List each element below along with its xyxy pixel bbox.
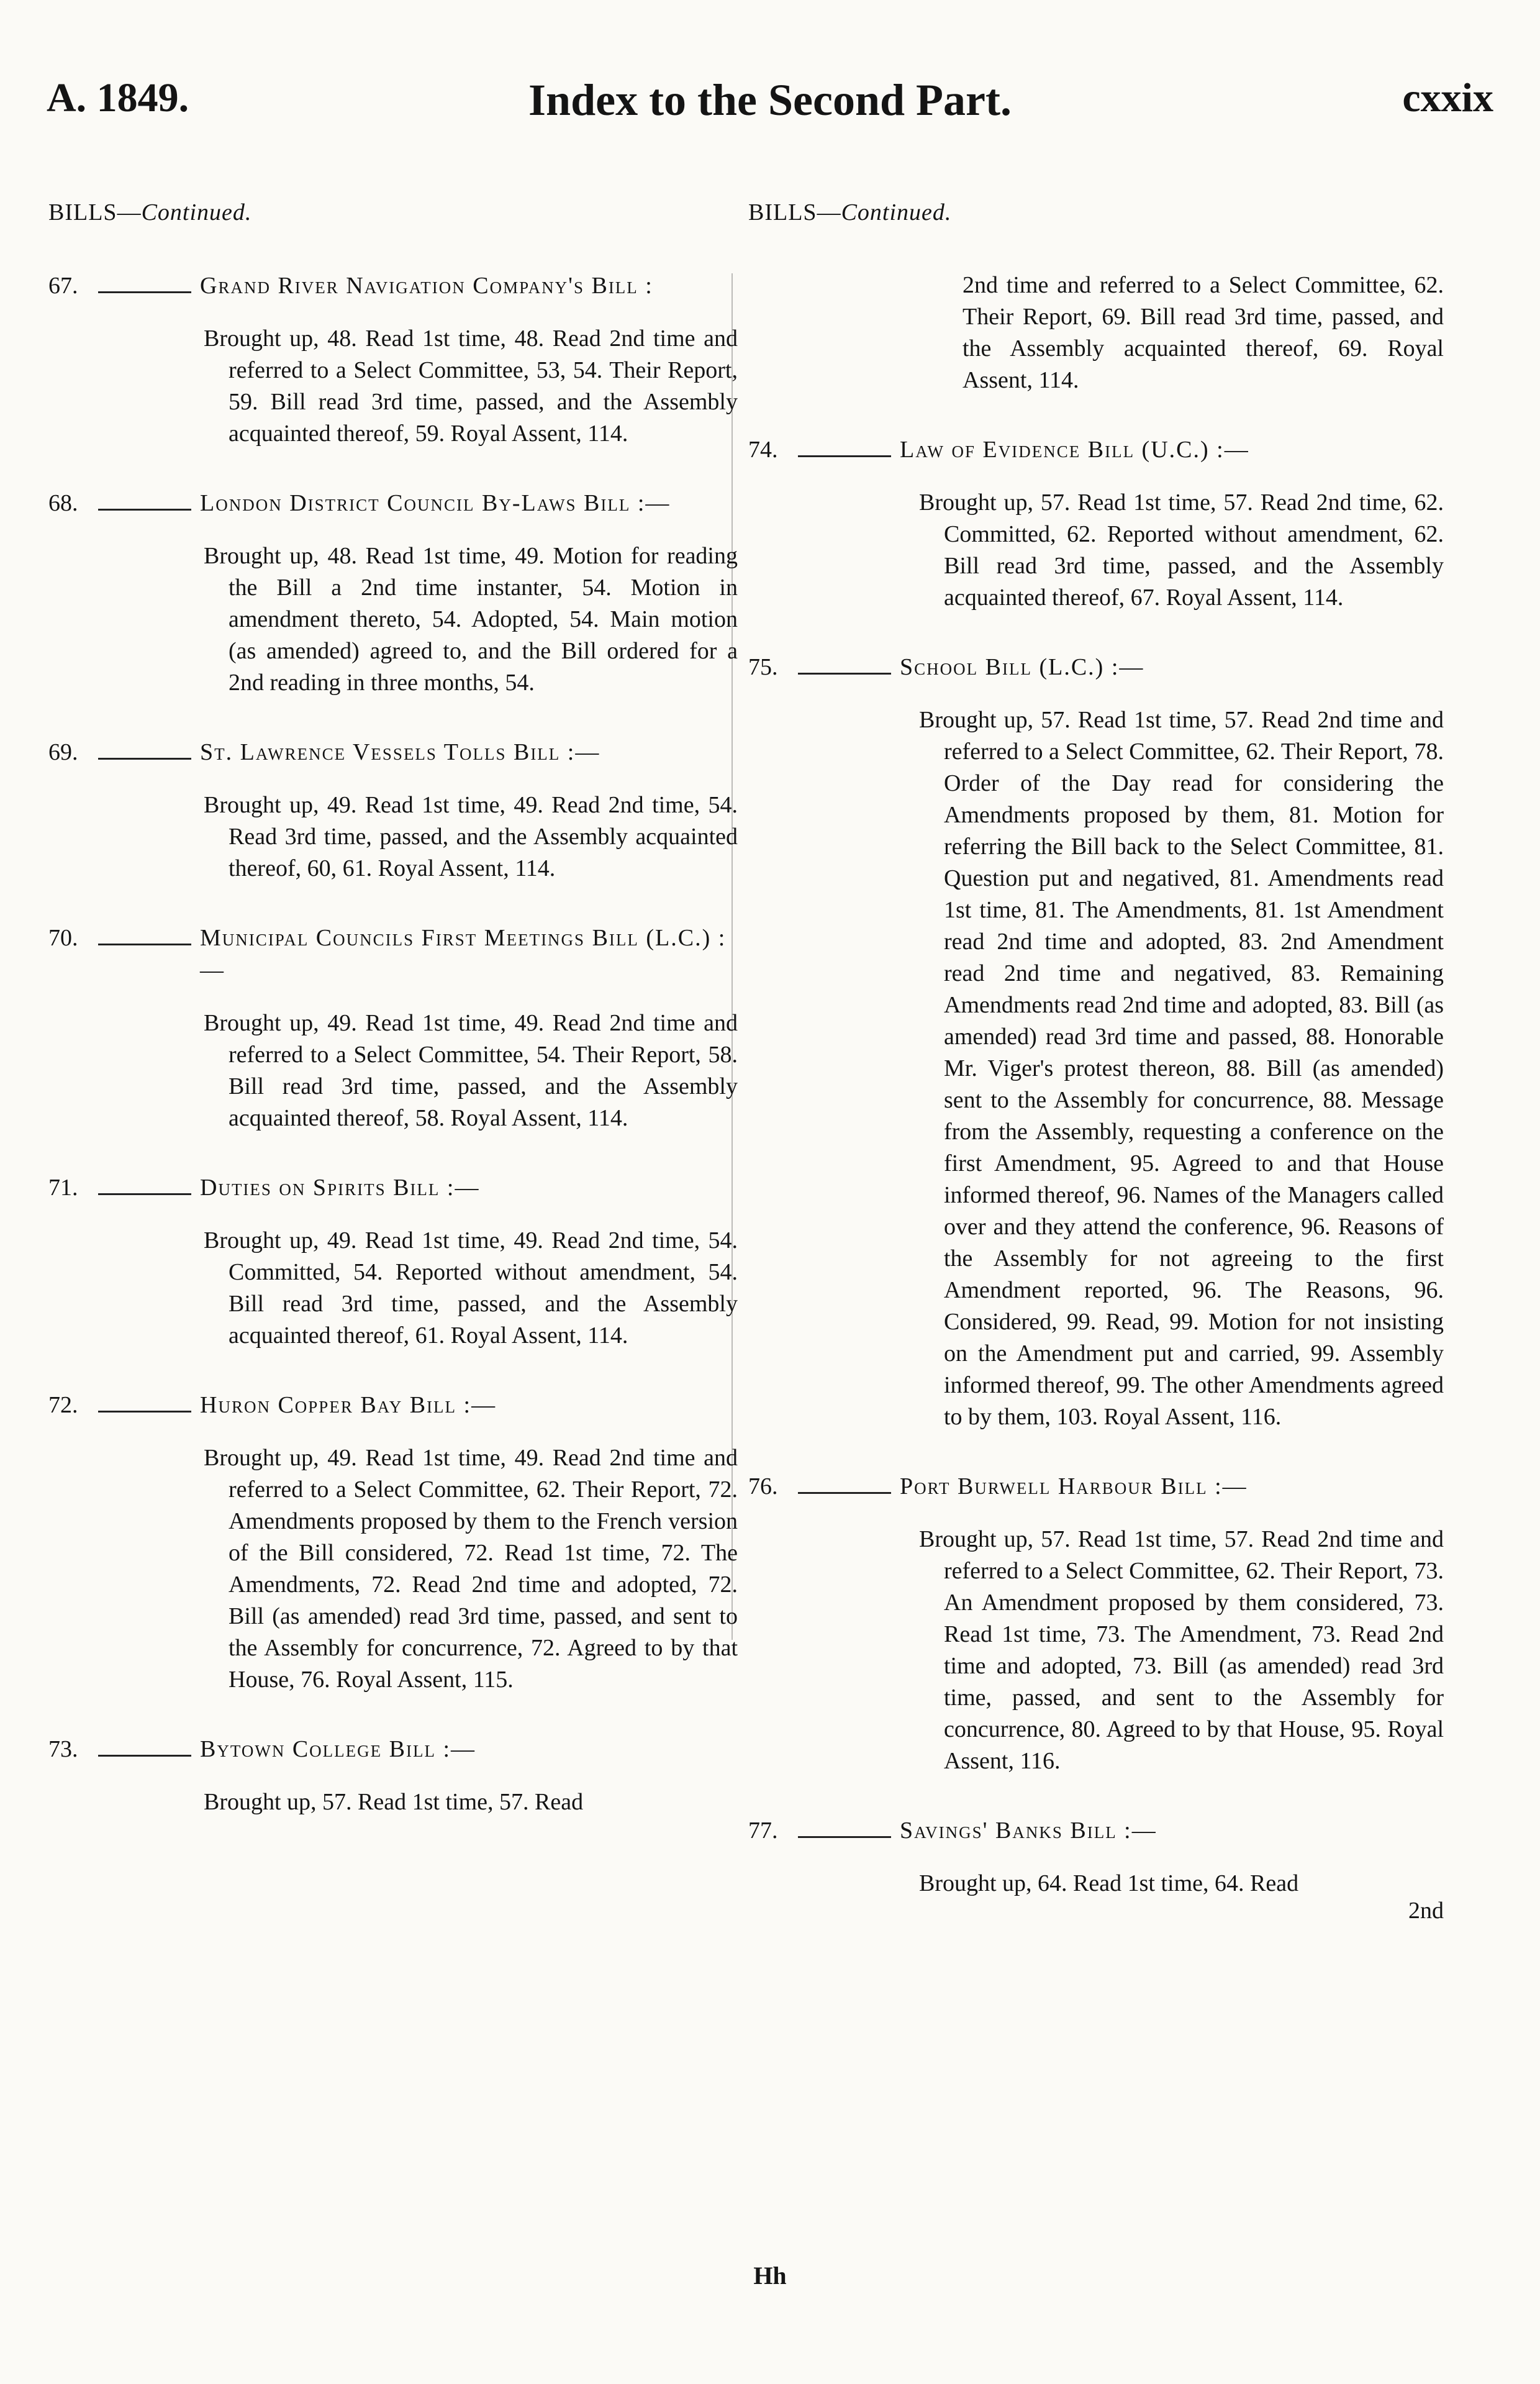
bill-title: St. Lawrence Vessels Tolls Bill :—: [200, 739, 600, 765]
bill-entry-heading: [48, 1172, 738, 1204]
bill-entry: [48, 1733, 738, 1818]
continued-heading: BILLS—Continued.: [48, 199, 252, 225]
bill-number: 73.: [48, 1736, 78, 1762]
bill-entry-heading: [48, 487, 738, 519]
session-year: A. 1849.: [47, 75, 189, 121]
signature-mark: Hh: [753, 2262, 787, 2290]
leader-dash: [98, 758, 191, 760]
leader-dash: [98, 1193, 191, 1195]
bill-entry: [48, 736, 738, 885]
leader-dash: [98, 1755, 191, 1757]
bill-proceedings: Brought up, 64. Read 1st time, 64. Read: [919, 1870, 1299, 1896]
bill-entry-heading: [48, 922, 738, 986]
bill-entry-heading: [748, 1814, 1444, 1847]
bill-title: Grand River Navigation Company's Bill :: [200, 273, 653, 299]
bill-proceedings: Brought up, 48. Read 1st time, 48. Read 2nd time and referred to a Select Committee, 53, 54. Their Report, 59. Bill read 3rd time, passed, and the Assembly acquainted thereof, 59. Royal Assent, 114.: [204, 325, 738, 447]
bill-number: 77.: [748, 1818, 778, 1844]
bill-number: 76.: [748, 1473, 778, 1499]
continued-suffix: Continued.: [141, 199, 252, 225]
page-header: [47, 75, 1493, 143]
bill-number: 68.: [48, 490, 78, 516]
leader-dash: [98, 944, 191, 945]
bill-proceedings: Brought up, 57. Read 1st time, 57. Read: [204, 1789, 584, 1815]
bill-title: Huron Copper Bay Bill :—: [200, 1392, 497, 1418]
bill-number: 69.: [48, 739, 78, 765]
page-number: cxxix: [1402, 75, 1493, 121]
bill-entry: [48, 487, 738, 699]
bill-number: 67.: [48, 273, 78, 299]
bill-title: Bytown College Bill :—: [200, 1736, 476, 1762]
bill-entry-heading: [748, 434, 1444, 466]
bill-entry: [48, 1389, 738, 1696]
continued-suffix: Continued.: [841, 199, 952, 225]
left-entries: [48, 270, 738, 1818]
bill-proceedings: Brought up, 49. Read 1st time, 49. Read 2nd time, 54. Read 3rd time, passed, and the Assembly acquainted thereof, 60, 61. Royal Assent, 114.: [204, 792, 738, 881]
bill-entry-heading: [748, 651, 1444, 683]
bill-title: School Bill (L.C.) :—: [900, 654, 1144, 680]
leader-dash: [98, 509, 191, 511]
leader-dash: [98, 291, 191, 293]
bill-entry: [48, 1172, 738, 1352]
bill-entry-heading: [48, 1389, 738, 1421]
bill-proceedings: Brought up, 57. Read 1st time, 57. Read 2nd time and referred to a Select Committee, 62. Their Report, 73. An Amendment proposed by them considered, 73. Read 1st time, 73. The Amendment, 73. Read 2nd time and adopted, 73. Bill (as amended) read 3rd time, passed, and sent to the Assembly for concurrence, 80. Agreed to by that House, 95. Royal Assent, 116.: [919, 1526, 1444, 1774]
left-column: [48, 199, 738, 1855]
bill-title: Port Burwell Harbour Bill :—: [900, 1473, 1248, 1499]
bill-entry-heading: [48, 1733, 738, 1765]
leader-dash: [798, 455, 891, 457]
continued-heading: BILLS—Continued.: [748, 199, 952, 225]
right-entries: [748, 434, 1444, 1924]
bill-entry-heading: [48, 736, 738, 768]
bill-entry: [748, 1814, 1444, 1924]
bill-title: Savings' Banks Bill :—: [900, 1818, 1157, 1844]
bill-number: 71.: [48, 1175, 78, 1201]
leader-dash: [98, 1411, 191, 1413]
bill-number: 75.: [748, 654, 778, 680]
bill-title: London District Council By-Laws Bill :—: [200, 490, 671, 516]
leader-dash: [798, 1836, 891, 1838]
right-column: [748, 199, 1444, 1962]
bill-entry: [48, 922, 738, 1134]
bill-entry: [748, 651, 1444, 1433]
bill-entry: [748, 1470, 1444, 1777]
leader-dash: [798, 673, 891, 675]
bill-title: Law of Evidence Bill (U.C.) :—: [900, 437, 1249, 463]
bill-entry-heading: [48, 270, 738, 302]
bill-title: Municipal Councils First Meetings Bill (L.C.) :—: [200, 925, 727, 983]
bill-title: Duties on Spirits Bill :—: [200, 1175, 480, 1201]
bill-proceedings: Brought up, 48. Read 1st time, 49. Motion for reading the Bill a 2nd time instanter, 54. Motion in amendment thereto, 54. Adopted, 54. Main motion (as amended) agreed to, and the Bill ordered for a 2nd reading in three months, 54.: [204, 543, 738, 696]
bill-proceedings: Brought up, 57. Read 1st time, 57. Read 2nd time and referred to a Select Committee, 62. Their Report, 78. Order of the Day read for considering the Amendments proposed by them, 81. Motion for referring the Bill back to the Select Committee, 81. Question put and negatived, 81. Amendments read 1st time, 81. The Amendments, 81. 1st Amendment read 2nd time and adopted, 83. 2nd Amendment read 2nd time and negatived, 83. Remaining Amendments read 2nd time and adopted, 83. Bill (as amended) read 3rd time and passed, 88. Honorable Mr. Viger's protest thereon, 88. Bill (as amended) sent to the Assembly for concurrence, 88. Message from the Assembly, requesting a conference on the first Amendment, 95. Agreed to and that House informed thereof, 96. Names of the Managers called over and they attend the conference, 96. Reasons of the Assembly for not agreeing to the first Amendment reported, 96. The Reasons, 96. Considered, 99. Read, 99. Motion for not insisting on the Amendment put and carried, 99. Assembly informed thereof, 99. The other Amendments agreed to by them, 103. Royal Assent, 116.: [919, 707, 1444, 1430]
catchword: 2nd: [1408, 1898, 1444, 1924]
bill-proceedings: Brought up, 57. Read 1st time, 57. Read 2nd time, 62. Committed, 62. Reported without amendment, 62. Bill read 3rd time, passed, and the Assembly acquainted thereof, 67. Royal Assent, 114.: [919, 489, 1444, 611]
continued-entry-text: 2nd time and referred to a Select Committee, 62. Their Report, 69. Bill read 3rd time, passed, and the Assembly acquainted thereof, 69. Royal Assent, 114.: [962, 272, 1444, 393]
bill-proceedings: Brought up, 49. Read 1st time, 49. Read 2nd time and referred to a Select Committee, 54. Their Report, 58. Bill read 3rd time, passed, and the Assembly acquainted thereof, 58. Royal Assent, 114.: [204, 1010, 738, 1131]
bill-entry: [48, 270, 738, 450]
bill-proceedings: Brought up, 49. Read 1st time, 49. Read 2nd time, 54. Committed, 54. Reported without amendment, 54. Bill read 3rd time, passed, and the Assembly acquainted thereof, 61. Royal Assent, 114.: [204, 1227, 738, 1349]
bill-entry: [748, 434, 1444, 614]
leader-dash: [798, 1492, 891, 1494]
bill-proceedings: Brought up, 49. Read 1st time, 49. Read 2nd time and referred to a Select Committee, 62. Their Report, 72. Amendments proposed by them to the French version of the Bill considered, 72. Read 1st time, 72. The Amendments, 72. Read 2nd time and adopted, 72. Bill (as amended) read 3rd time, passed, and sent to the Assembly for concurrence, 72. Agreed to by that House, 76. Royal Assent, 115.: [204, 1445, 738, 1693]
bill-number: 74.: [748, 437, 778, 463]
continued-heading-label: BILLS: [48, 199, 117, 225]
bill-entry-heading: [748, 1470, 1444, 1503]
bill-number: 70.: [48, 925, 78, 951]
bill-number: 72.: [48, 1392, 78, 1418]
page-title: Index to the Second Part.: [528, 75, 1012, 125]
continued-heading-label: BILLS: [748, 199, 817, 225]
